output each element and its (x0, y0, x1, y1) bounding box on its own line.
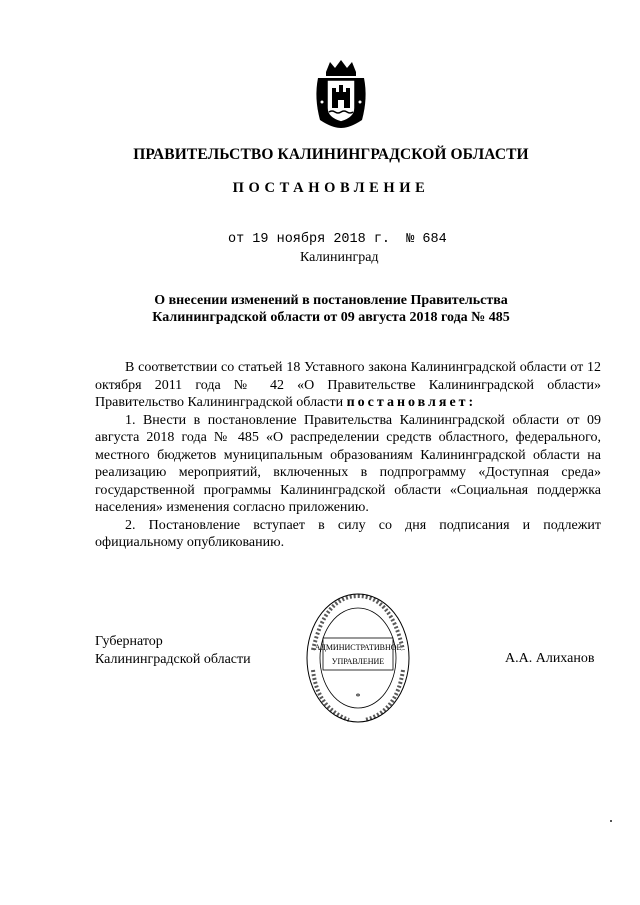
government-heading: ПРАВИТЕЛЬСТВО КАЛИНИНГРАДСКОЙ ОБЛАСТИ (133, 146, 529, 163)
subject-line-1: О внесении изменений в постановление Правительства (154, 293, 508, 308)
stamp-line-1: АДМИНИСТРАТИВНОЕ (314, 643, 402, 652)
stamp-line-2: УПРАВЛЕНИЕ (331, 657, 385, 666)
preamble-text: В соответствии со статьей 18 Уставного закона Калининградской области от 12 октября 2011 года № 42 «О Правительстве Калининградской области» Правительство Калининградской области (95, 360, 601, 410)
position-line-1: Губернатор (95, 634, 163, 649)
scan-artifact-dot (610, 820, 612, 822)
city-name: Калининград (300, 250, 379, 265)
paragraph-preamble (95, 359, 601, 412)
position-line-2: Калининградской области (95, 652, 251, 667)
signatory-position (95, 633, 251, 669)
document-subject (0, 292, 640, 326)
coat-of-arms-emblem (312, 58, 370, 130)
signatory-name: А.А. Алиханов (505, 651, 595, 666)
paragraph-item-1: 1. Внести в постановление Правительства Калининградской области от 09 августа 2018 года № 485 «О распределении средств областного, федерального, местного бюджетов муниципальным образованиям Калининградской области на реализацию мероприятий, включенных в подпрограмму «Доступная среда» государственной программы Калининградской области «Социальная поддержка населения» изменения согласно приложению. (95, 412, 601, 515)
paragraph-item-2: 2. Постановление вступает в силу со дня подписания и подлежит официальному опубликованию. (95, 517, 601, 550)
resolves-keyword: постановляет: (346, 395, 477, 410)
document-type-heading: ПОСТАНОВЛЕНИЕ (232, 180, 430, 196)
document-body (95, 359, 601, 552)
date-and-number: от 19 ноября 2018 г. № 684 (228, 232, 447, 247)
subject-line-2: Калининградской области от 09 августа 2018 года № 485 (152, 310, 510, 325)
official-stamp-seal (305, 590, 411, 726)
stamp-star: * (355, 692, 361, 703)
